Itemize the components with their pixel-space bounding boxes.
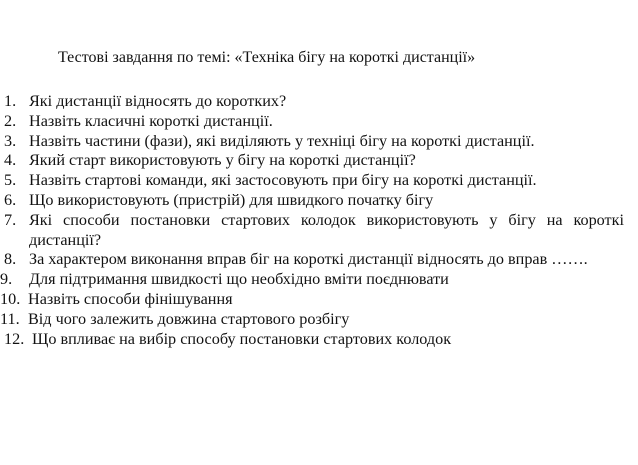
item-number: 6. <box>4 190 17 209</box>
item-number: 4. <box>4 151 17 170</box>
item-number: 1. <box>4 92 17 110</box>
item-text: Назвіть стартові команди, які застосовують при бігу на короткі дистанції. <box>29 171 537 190</box>
list-item <box>0 191 630 211</box>
list-item <box>0 290 630 310</box>
item-text: Назвіть класичні короткі дистанції. <box>29 111 273 130</box>
list-item <box>0 151 630 171</box>
item-text: Від чого залежить довжина стартового розбігу <box>28 309 350 328</box>
item-text: Для підтримання швидкості що необхідно вміти поєднювати <box>29 270 449 289</box>
item-number: 10. <box>0 289 21 308</box>
list-item <box>0 270 630 290</box>
item-number: 7. <box>4 210 17 229</box>
list-item <box>0 132 630 152</box>
item-text: Який старт використовують у бігу на короткі дистанції? <box>29 151 416 170</box>
item-number: 3. <box>4 131 17 150</box>
item-text: Назвіть частини (фази), які виділяють у техніці бігу на короткі дистанції. <box>29 131 535 150</box>
item-text: Які способи постановки стартових колодок використовують у бігу на короткі дистанції? <box>29 210 624 249</box>
item-text: Які дистанції відносять до коротких? <box>29 92 287 110</box>
item-number: 12. <box>4 329 25 348</box>
list-item <box>0 171 630 191</box>
list-item <box>0 330 630 350</box>
item-number: 5. <box>4 171 17 190</box>
item-text: Назвіть способи фінішування <box>28 289 233 308</box>
list-item <box>0 112 630 132</box>
document-title: Тестові завдання по темі: «Техніка бігу на короткі дистанції» <box>58 49 476 66</box>
questions-list <box>0 92 630 349</box>
list-item <box>0 92 630 112</box>
item-text: За характером виконання вправ біг на короткі дистанції відносять до вправ ……. <box>29 250 588 269</box>
item-number: 8. <box>4 250 17 269</box>
item-text: Що впливає на вибір способу постановки стартових колодок <box>32 329 452 348</box>
list-item <box>0 310 630 330</box>
item-number: 9. <box>0 270 13 289</box>
item-text: Що використовують (пристрій) для швидкого початку бігу <box>29 190 434 209</box>
item-number: 11. <box>0 309 20 328</box>
list-item <box>0 211 630 251</box>
list-item <box>0 250 630 270</box>
item-number: 2. <box>4 111 17 130</box>
